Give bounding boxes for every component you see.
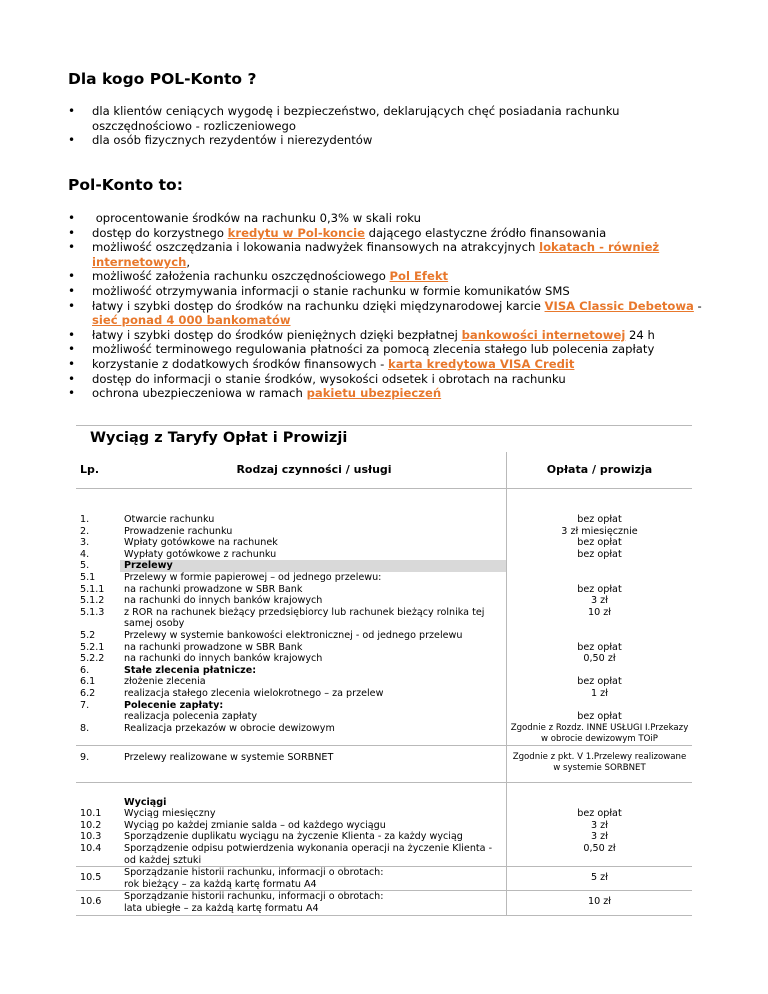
table-row: 5. Przelewy xyxy=(76,560,692,572)
table-row: 6. Stałe zlecenia płatnicze: xyxy=(76,665,692,677)
fees-table xyxy=(76,452,692,916)
table-row: 10.2 Wyciąg po każdej zmianie salda – od każdego wyciągu 3 zł xyxy=(76,820,692,832)
table-title: Wyciąg z Taryfy Opłat i Prowizji xyxy=(90,430,348,446)
table-row: 10.5 Sporządzanie historii rachunku, informacji o obrotach: rok bieżący – za każdą kartę formatu A4 5 zł xyxy=(76,867,692,891)
table-row: 5.2.2 na rachunki do innych banków krajowych 0,50 zł xyxy=(76,653,692,665)
list-item: • możliwość oszczędzania i lokowania nadwyżek finansowych na atrakcyjnych lokatach - również internetowych, xyxy=(68,240,708,269)
table-row: 8. Realizacja przekazów w obrocie dewizowym Zgodnie z Rozdz. INNE USŁUGI I.Przekazy w obrocie dewizowym TOiP xyxy=(76,723,692,746)
table-row: 5.1.3 z ROR na rachunek bieżący przedsiębiorcy lub rachunek bieżący rolnika tej samej osoby 10 zł xyxy=(76,607,692,630)
list-item: • łatwy i szybki dostęp do środków na rachunku dzięki międzynarodowej karcie VISA Classic Debetowa - sieć ponad 4 000 bankomatów xyxy=(68,299,708,328)
list-item: • dla osób fizycznych rezydentów i nierezydentów xyxy=(68,133,708,148)
table-row: 5.1.2 na rachunki do innych banków krajowych 3 zł xyxy=(76,595,692,607)
list-item: • możliwość założenia rachunku oszczędnościowego Pol Efekt xyxy=(68,269,708,284)
section-heading-for-whom: Dla kogo POL-Konto ? xyxy=(68,70,257,88)
insurance-package-link[interactable]: pakietu ubezpieczeń xyxy=(306,386,442,401)
table-row: Wyciągi xyxy=(76,782,692,808)
table-header-row xyxy=(76,452,692,489)
table-row: 10.6 Sporządzanie historii rachunku, informacji o obrotach: lata ubiegłe – za każdą kartę formatu A4 10 zł xyxy=(76,891,692,915)
for-whom-list xyxy=(68,104,708,148)
features-list xyxy=(68,211,708,401)
list-item: • korzystanie z dodatkowych środków finansowych - karta kredytowa VISA Credit xyxy=(68,357,708,372)
table-row: 5.1.1 na rachunki prowadzone w SBR Bank bez opłat xyxy=(76,584,692,596)
table-row: 5.2 Przelewy w systemie bankowości elektronicznej - od jednego przelewu xyxy=(76,630,692,642)
table-row: 10.1 Wyciąg miesięczny bez opłat xyxy=(76,808,692,820)
table-row: 9. Przelewy realizowane w systemie SORBNET Zgodnie z pkt. V 1.Przelewy realizowane w systemie SORBNET xyxy=(76,745,692,782)
deposits-link[interactable]: lokatach - również internetowych xyxy=(92,240,660,269)
list-item: • możliwość terminowego regulowania płatności za pomocą zlecenia stałego lub polecenia zapłaty xyxy=(68,342,708,357)
pol-efekt-link[interactable]: Pol Efekt xyxy=(389,269,449,284)
table-row: 10.3 Sporządzenie duplikatu wyciągu na życzenie Klienta - za każdy wyciąg 3 zł xyxy=(76,831,692,843)
table-row: 7. Polecenie zapłaty: xyxy=(76,700,692,712)
table-row: 2. Prowadzenie rachunku 3 zł miesięcznie xyxy=(76,526,692,538)
list-item: • możliwość otrzymywania informacji o stanie rachunku w formie komunikatów SMS xyxy=(68,284,708,299)
list-item: • łatwy i szybki dostęp do środków pieniężnych dzięki bezpłatnej bankowości internetowej 24 h xyxy=(68,328,708,343)
col-header-fee: Opłata / prowizja xyxy=(507,452,693,489)
table-row: 3. Wpłaty gotówkowe na rachunek bez opłat xyxy=(76,537,692,549)
section-heading-features: Pol-Konto to: xyxy=(68,176,183,194)
list-item: • dla klientów ceniących wygodę i bezpieczeństwo, deklarujących chęć posiadania rachunku oszczędnościowo - rozliczeniowego xyxy=(68,104,708,133)
list-item: • dostęp do korzystnego kredytu w Pol-koncie dającego elastyczne źródło finansowania xyxy=(68,226,708,241)
internet-banking-link[interactable]: bankowości internetowej xyxy=(461,327,626,342)
table-row: 1. Otwarcie rachunku bez opłat xyxy=(76,489,692,526)
col-header-lp: Lp. xyxy=(76,452,120,489)
visa-credit-link[interactable]: karta kredytowa VISA Credit xyxy=(388,356,575,371)
table-row: 4. Wypłaty gotówkowe z rachunku bez opłat xyxy=(76,549,692,561)
table-row: 6.1 złożenie zlecenia bez opłat xyxy=(76,676,692,688)
atm-network-link[interactable]: sieć ponad 4 000 bankomatów xyxy=(92,313,291,328)
divider xyxy=(76,425,692,426)
table-row: 5.1 Przelewy w formie papierowej – od jednego przelewu: xyxy=(76,572,692,584)
col-header-activity: Rodzaj czynności / usługi xyxy=(120,452,507,489)
visa-debit-link[interactable]: VISA Classic Debetowa xyxy=(544,298,694,313)
list-item: • dostęp do informacji o stanie środków, wysokości odsetek i obrotach na rachunku xyxy=(68,372,708,387)
table-row: realizacja polecenia zapłaty bez opłat xyxy=(76,711,692,723)
credit-link[interactable]: kredytu w Pol-koncie xyxy=(227,225,365,240)
table-row: 5.2.1 na rachunki prowadzone w SBR Bank bez opłat xyxy=(76,642,692,654)
table-row: 10.4 Sporządzenie odpisu potwierdzenia wykonania operacji na życzenie Klienta - od każdej sztuki 0,50 zł xyxy=(76,843,692,867)
list-item: • ochrona ubezpieczeniowa w ramach pakietu ubezpieczeń xyxy=(68,386,708,401)
list-item: • oprocentowanie środków na rachunku 0,3% w skali roku xyxy=(68,211,708,226)
table-row: 6.2 realizacja stałego zlecenia wielokrotnego – za przelew 1 zł xyxy=(76,688,692,700)
